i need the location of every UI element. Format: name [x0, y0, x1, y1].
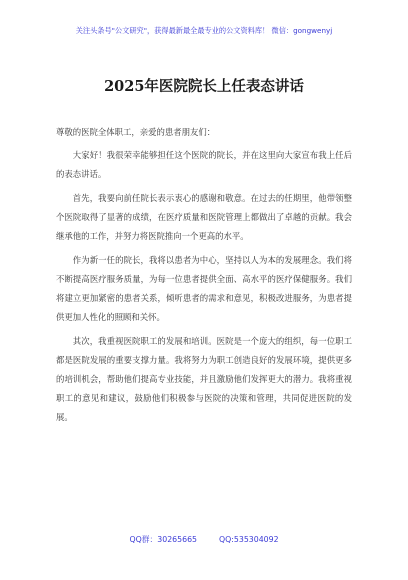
qq-group-text: QQ群：30265665 [129, 535, 197, 544]
body-paragraph: 首先，我要向前任院长表示衷心的感谢和敬意。在过去的任期里，他带领整个医院取得了显著的成绩，在医疗质量和医院管理上都做出了卓越的贡献。我会继承他的工作，并努力将医院推向一个更高的水平。 [56, 193, 352, 241]
body-paragraph: 大家好！我很荣幸能够担任这个医院的院长，并在这里向大家宣布我上任后的表态讲话。 [56, 150, 352, 179]
page-title: 2025年医院院长上任表态讲话 [104, 78, 304, 95]
body-paragraph: 作为新一任的院长，我将以患者为中心，坚持以人为本的发展理念。我们将不断提高医疗服务质量，为每一位患者提供全面、高水平的医疗保健服务。我们将建立更加紧密的患者关系，倾听患者的需求和意见，积极改进服务，为患者提供更加人性化的照顾和关怀。 [56, 255, 352, 322]
body-paragraph: 其次，我重视医院职工的发展和培训。医院是一个庞大的组织，每一位职工都是医院发展的重要支撑力量。我将努力为职工创造良好的发展环境，提供更多的培训机会，帮助他们提高专业技能，并且激励他们发挥更大的潜力。我将重视职工的意见和建议，鼓励他们积极参与医院的决策和管理，共同促进医院的发展。 [56, 336, 352, 422]
qq-text: QQ:535304092 [219, 535, 279, 544]
header-note: 关注头条号"公文研究"，获得最新最全最专业的公文资料库！ 微信：gongwenyj [75, 26, 333, 35]
footer-contact [0, 535, 408, 545]
document-body [56, 123, 352, 427]
greeting-paragraph: 尊敬的医院全体职工，亲爱的患者朋友们： [56, 127, 216, 137]
